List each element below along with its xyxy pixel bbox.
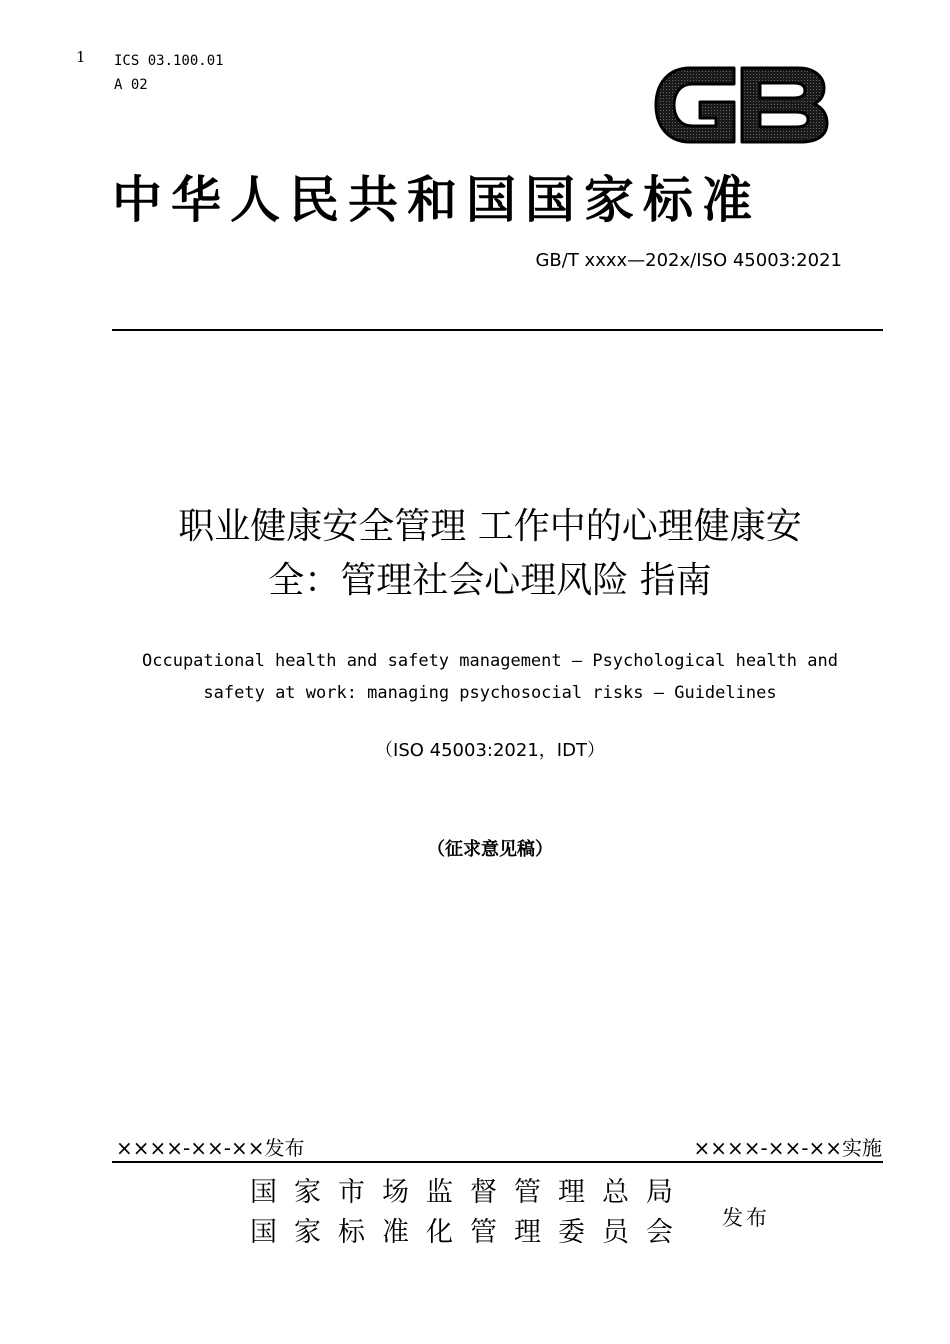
chinese-title [60, 500, 920, 608]
draft-status: （征求意见稿） [427, 839, 553, 860]
english-title [60, 645, 920, 709]
adoption-degree: （ISO 45003:2021，IDT） [375, 740, 605, 761]
issue-date: ××××-××-××发布 [116, 1136, 305, 1160]
logo-letter-g [656, 68, 734, 142]
top-divider [112, 329, 883, 331]
page-number: 1 [76, 48, 86, 66]
bottom-divider [112, 1161, 883, 1163]
issuer-sac: 国家标准化管理委员会 [250, 1217, 690, 1248]
ccs-code: A 02 [114, 77, 148, 93]
chinese-title-line-1: 职业健康安全管理 工作中的心理健康安 [178, 506, 802, 547]
logo-letter-b [742, 68, 827, 142]
gb-logo [650, 58, 832, 152]
publish-label: 发布 [722, 1206, 770, 1230]
national-standard-title: 中华人民共和国国家标准 [112, 170, 761, 229]
ics-code: ICS 03.100.01 [114, 53, 224, 69]
standard-number: GB/T xxxx—202x/ISO 45003:2021 [535, 250, 842, 271]
classification-codes [114, 49, 224, 97]
english-title-line-2: safety at work: managing psychosocial risks — Guidelines [203, 683, 777, 703]
chinese-title-line-2: 全：管理社会心理风险 指南 [268, 560, 712, 601]
english-title-line-1: Occupational health and safety management — Psychological health and [142, 651, 838, 671]
issuer-samr: 国家市场监督管理总局 [250, 1177, 690, 1208]
implementation-date: ××××-××-××实施 [693, 1136, 882, 1160]
